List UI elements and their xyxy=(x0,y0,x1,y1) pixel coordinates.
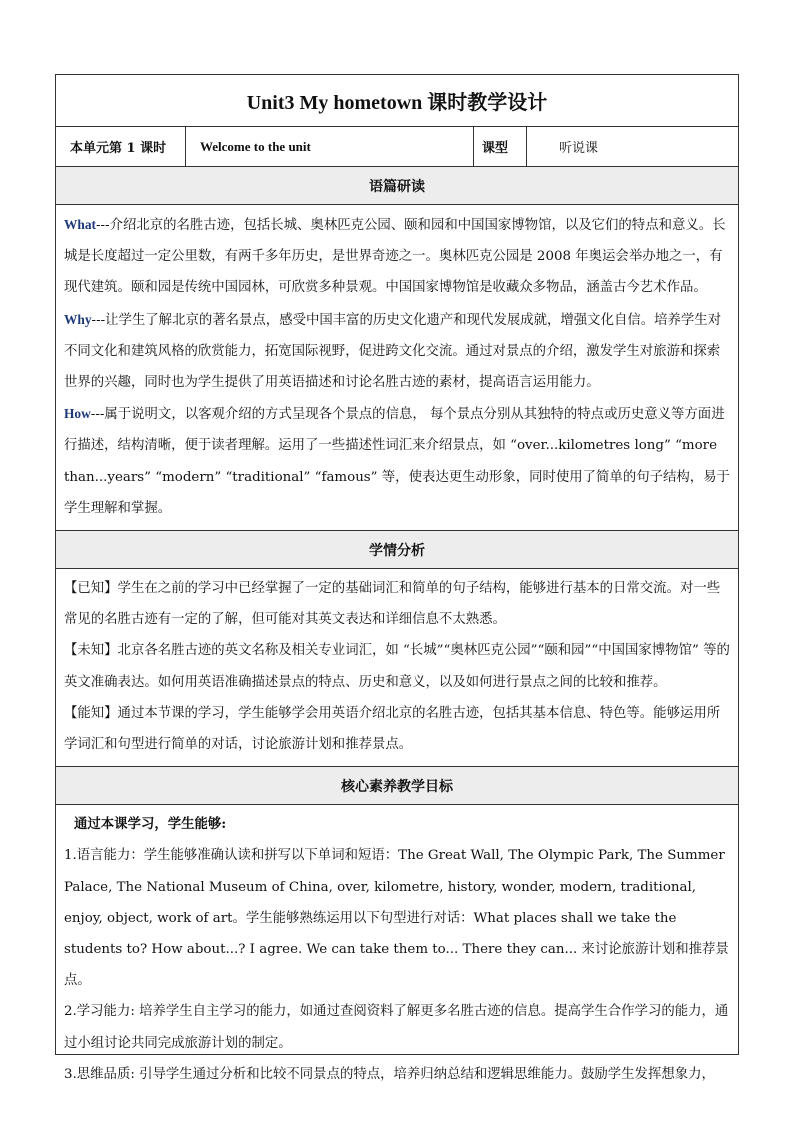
lesson-type-label: 课型 xyxy=(474,127,527,166)
goal-learning: 2.学习能力: 培养学生自主学习的能力，如通过查阅资料了解更多名胜古迹的信息。提高学生合作学习的能力，通过小组讨论共同完成旅游计划的制定。 xyxy=(64,1004,729,1051)
section-heading-label: 学情分析 xyxy=(369,542,425,559)
goals-body xyxy=(56,805,738,1096)
goal-thinking: 3.思维品质: 引导学生通过分析和比较不同景点的特点，培养归纳总结和逻辑思维能力。鼓励学生发挥想象力， xyxy=(64,1066,715,1082)
title-row xyxy=(56,75,738,127)
section-heading-text-study xyxy=(56,167,738,205)
what-label: What xyxy=(64,217,96,232)
analysis-body xyxy=(56,569,738,767)
page-title: Unit3 My hometown 课时教学设计 xyxy=(246,92,548,114)
why-text: ---让学生了解北京的著名景点，感受中国丰富的历史文化遗产和现代发展成就，增强文化自信。培养学生对不同文化和建筑风格的欣赏能力，拓宽国际视野，促进跨文化交流。通过对景点的介绍，激发学生对旅游和探索世界的兴趣，同时也为学生提供了用英语描述和讨论名胜古迹的素材，提高语言运用能力。 xyxy=(64,312,722,391)
known-paragraph: 【已知】学生在之前的学习中已经掌握了一定的基础词汇和简单的句子结构，能够进行基本的日常交流。对一些常见的名胜古迹有一定的了解，但可能对其英文表达和详细信息不太熟悉。 xyxy=(64,581,721,628)
lesson-type-value: 听说课 xyxy=(559,141,599,156)
section-heading-label: 核心素养教学目标 xyxy=(341,778,453,795)
lesson-topic: Welcome to the unit xyxy=(186,127,474,166)
section-heading-goals xyxy=(56,767,738,805)
unknown-paragraph: 【未知】北京各名胜古迹的英文名称及相关专业词汇，如 “长城”“奥林匹克公园”“颐和园”“中国国家博物馆” 等的英文准确表达。如何用英语准确描述景点的特点、历史和意义，以及如何进行景点之间的比较和推荐。 xyxy=(64,643,730,690)
able-paragraph: 【能知】通过本节课的学习，学生能够学会用英语介绍北京的名胜古迹，包括其基本信息、特色等。能够运用所学词汇和句型进行简单的对话，讨论旅游计划和推荐景点。 xyxy=(64,705,721,753)
what-paragraph xyxy=(64,209,732,304)
how-paragraph xyxy=(64,398,732,524)
goals-intro: 通过本课学习，学生能够: xyxy=(74,816,227,833)
section-heading-label: 语篇研读 xyxy=(369,178,425,195)
text-study-body xyxy=(56,205,738,531)
what-text: ---介绍北京的名胜古迹，包括长城、奥林匹克公园、颐和园和中国国家博物馆，以及它们的特点和意义。长城是长度超过一定公里数，有两千多年历史，是世界奇迹之一。奥林匹克公园是 2008 年奥运会举办地之一，有现代建筑。颐和园是传统中国园林，可欣赏多种景观。中国国家博物馆是收藏众多物品，涵盖古今艺术作品。 xyxy=(64,218,726,296)
lesson-number: 本单元第 1 课时 xyxy=(56,127,186,166)
goal-language: 1.语言能力：学生能够准确认读和拼写以下单词和短语：The Great Wall, The Olympic Park, The Summer Palace, The National Museum of China, over, kilometre, history, wonder, modern, traditional, enjoy, object, work of art。学生能够熟练运用以下句型进行对话：What places shall we take the students to? How about...? I agree. We can take them to... There they can... 来讨论旅游计划和推荐景点。 xyxy=(64,848,729,989)
how-label: How xyxy=(64,406,91,422)
lesson-plan-table xyxy=(55,74,739,1082)
why-paragraph xyxy=(64,304,732,399)
section-heading-analysis xyxy=(56,531,738,569)
info-row xyxy=(56,127,738,167)
how-text: ---属于说明文，以客观介绍的方式呈现各个景点的信息， 每个景点分别从其独特的特点或历史意义等方面进行描述，结构清晰，便于读者理解。运用了一些描述性词汇来介绍景点，如 “over...kilometres long” “more than...years” “modern” “traditional” “famous” 等，使表达更生动形象，同时使用了简单的句子结构，易于学生理解和掌握。 xyxy=(64,407,730,516)
why-label: Why xyxy=(64,311,92,327)
